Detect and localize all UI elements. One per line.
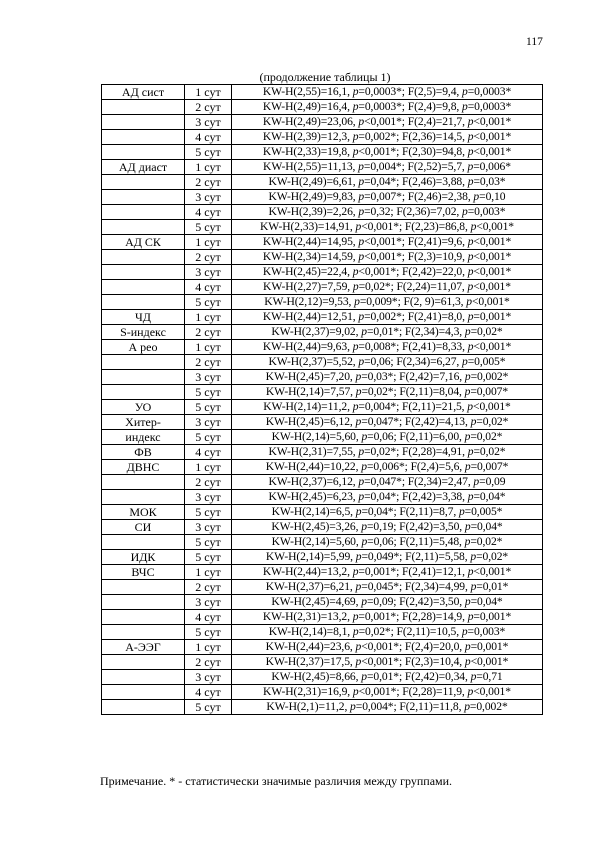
day-cell: 4 сут bbox=[185, 280, 232, 295]
table-row bbox=[102, 685, 543, 700]
day-cell: 2 сут bbox=[185, 325, 232, 340]
parameter-cell bbox=[102, 385, 185, 400]
statistic-cell: KW-H(2,31)=16,9, p<0,001*; F(2,28)=11,9, p<0,001* bbox=[232, 685, 543, 700]
statistic-cell: KW-H(2,39)=2,26, p=0,32; F(2,36)=7,02, p=0,003* bbox=[232, 205, 543, 220]
day-cell: 3 сут bbox=[185, 415, 232, 430]
day-cell: 1 сут bbox=[185, 85, 232, 100]
table-row bbox=[102, 145, 543, 160]
day-cell: 5 сут bbox=[185, 550, 232, 565]
table-group bbox=[102, 565, 543, 640]
parameter-cell bbox=[102, 370, 185, 385]
parameter-cell bbox=[102, 145, 185, 160]
table-row bbox=[102, 340, 543, 355]
statistic-cell: KW-H(2,37)=6,12, p=0,047*; F(2,34)=2,47, p=0,09 bbox=[232, 475, 543, 490]
table-caption: (продолжение таблицы 1) bbox=[259, 70, 391, 84]
parameter-cell bbox=[102, 115, 185, 130]
day-cell: 4 сут bbox=[185, 610, 232, 625]
day-cell: 5 сут bbox=[185, 430, 232, 445]
parameter-cell bbox=[102, 475, 185, 490]
statistic-cell: KW-H(2,14)=5,60, p=0,06; F(2,11)=6,00, p=0,02* bbox=[232, 430, 543, 445]
day-cell: 3 сут bbox=[185, 115, 232, 130]
table-row bbox=[102, 190, 543, 205]
day-cell: 2 сут bbox=[185, 655, 232, 670]
statistic-cell: KW-H(2,37)=5,52, p=0,06; F(2,34)=6,27, p=0,005* bbox=[232, 355, 543, 370]
statistic-cell: KW-H(2,44)=10,22, p=0,006*; F(2,4)=5,6, p=0,007* bbox=[232, 460, 543, 475]
statistic-cell: KW-H(2,12)=9,53, p=0,009*; F(2, 9)=61,3, p<0,001* bbox=[232, 295, 543, 310]
parameter-cell bbox=[102, 670, 185, 685]
statistic-cell: KW-H(2,55)=11,13, p=0,004*; F(2,52)=5,7, p=0,006* bbox=[232, 160, 543, 175]
parameter-cell: ЧД bbox=[102, 310, 185, 325]
parameter-cell: А-ЭЭГ bbox=[102, 640, 185, 655]
parameter-cell: ФВ bbox=[102, 445, 185, 460]
statistic-cell: KW-H(2,45)=8,66, p=0,01*; F(2,42)=0,34, p=0,71 bbox=[232, 670, 543, 685]
statistic-cell: KW-H(2,49)=9,83, p=0,007*; F(2,46)=2,38, p=0,10 bbox=[232, 190, 543, 205]
statistic-cell: KW-H(2,44)=23,6, p<0,001*; F(2,4)=20,0, p=0,001* bbox=[232, 640, 543, 655]
table-row bbox=[102, 295, 543, 310]
table-group bbox=[102, 550, 543, 565]
parameter-cell bbox=[102, 190, 185, 205]
parameter-cell bbox=[102, 220, 185, 235]
table-row bbox=[102, 370, 543, 385]
statistic-cell: KW-H(2,14)=6,5, p=0,04*; F(2,11)=8,7, p=0,005* bbox=[232, 505, 543, 520]
table-row bbox=[102, 595, 543, 610]
table-row bbox=[102, 85, 543, 100]
parameter-cell bbox=[102, 205, 185, 220]
day-cell: 1 сут bbox=[185, 160, 232, 175]
table-row bbox=[102, 235, 543, 250]
table-row bbox=[102, 175, 543, 190]
parameter-cell: индекс bbox=[102, 430, 185, 445]
parameter-cell bbox=[102, 130, 185, 145]
day-cell: 4 сут bbox=[185, 130, 232, 145]
table-row bbox=[102, 280, 543, 295]
day-cell: 5 сут bbox=[185, 625, 232, 640]
table-row bbox=[102, 640, 543, 655]
statistic-cell: KW-H(2,45)=3,26, p=0,19; F(2,42)=3,50, p=0,04* bbox=[232, 520, 543, 535]
statistic-cell: KW-H(2,31)=13,2, p=0,001*; F(2,28)=14,9, p=0,001* bbox=[232, 610, 543, 625]
table-row bbox=[102, 655, 543, 670]
parameter-cell bbox=[102, 535, 185, 550]
parameter-cell: СИ bbox=[102, 520, 185, 535]
day-cell: 4 сут bbox=[185, 205, 232, 220]
page-number: 117 bbox=[526, 36, 543, 48]
day-cell: 3 сут bbox=[185, 670, 232, 685]
table-group bbox=[102, 235, 543, 310]
table-group bbox=[102, 520, 543, 550]
parameter-cell bbox=[102, 295, 185, 310]
statistic-cell: KW-H(2,31)=7,55, p=0,02*; F(2,28)=4,91, p=0,02* bbox=[232, 445, 543, 460]
parameter-cell: ВЧС bbox=[102, 565, 185, 580]
table-row bbox=[102, 415, 543, 430]
parameter-cell: АД сист bbox=[102, 85, 185, 100]
day-cell: 5 сут bbox=[185, 535, 232, 550]
day-cell: 3 сут bbox=[185, 520, 232, 535]
table-row bbox=[102, 475, 543, 490]
day-cell: 4 сут bbox=[185, 445, 232, 460]
statistic-cell: KW-H(2,49)=6,61, p=0,04*; F(2,46)=3,88, p=0,03* bbox=[232, 175, 543, 190]
statistic-cell: KW-H(2,49)=16,4, p=0,0003*; F(2,4)=9,8, p=0,0003* bbox=[232, 100, 543, 115]
parameter-cell bbox=[102, 100, 185, 115]
statistic-cell: KW-H(2,45)=6,23, p=0,04*; F(2,42)=3,38, p=0,04* bbox=[232, 490, 543, 505]
statistic-cell: KW-H(2,37)=17,5, p<0,001*; F(2,3)=10,4, p<0,001* bbox=[232, 655, 543, 670]
statistic-cell: KW-H(2,45)=4,69, p=0,09; F(2,42)=3,50, p=0,04* bbox=[232, 595, 543, 610]
day-cell: 2 сут bbox=[185, 355, 232, 370]
statistic-cell: KW-H(2,39)=12,3, p=0,002*; F(2,36)=14,5, p<0,001* bbox=[232, 130, 543, 145]
day-cell: 3 сут bbox=[185, 370, 232, 385]
day-cell: 2 сут bbox=[185, 175, 232, 190]
day-cell: 2 сут bbox=[185, 250, 232, 265]
day-cell: 3 сут bbox=[185, 490, 232, 505]
table-row bbox=[102, 205, 543, 220]
parameter-cell: ИДК bbox=[102, 550, 185, 565]
table-row bbox=[102, 100, 543, 115]
parameter-cell bbox=[102, 265, 185, 280]
table-row bbox=[102, 310, 543, 325]
table-group bbox=[102, 325, 543, 340]
statistic-cell: KW-H(2,14)=5,99, p=0,049*; F(2,11)=5,58, p=0,02* bbox=[232, 550, 543, 565]
table-group bbox=[102, 310, 543, 325]
table-row bbox=[102, 565, 543, 580]
table-row bbox=[102, 325, 543, 340]
table-row bbox=[102, 385, 543, 400]
parameter-cell bbox=[102, 490, 185, 505]
day-cell: 1 сут bbox=[185, 565, 232, 580]
table-group bbox=[102, 640, 543, 715]
day-cell: 3 сут bbox=[185, 265, 232, 280]
parameter-cell bbox=[102, 685, 185, 700]
table-group bbox=[102, 340, 543, 400]
table-group bbox=[102, 460, 543, 505]
table-row bbox=[102, 250, 543, 265]
parameter-cell: УО bbox=[102, 400, 185, 415]
day-cell: 5 сут bbox=[185, 145, 232, 160]
statistic-cell: KW-H(2,27)=7,59, p=0,02*; F(2,24)=11,07, p<0,001* bbox=[232, 280, 543, 295]
day-cell: 1 сут bbox=[185, 235, 232, 250]
parameter-cell bbox=[102, 610, 185, 625]
day-cell: 2 сут bbox=[185, 475, 232, 490]
table-group bbox=[102, 505, 543, 520]
statistic-cell: KW-H(2,44)=12,51, p=0,002*; F(2,41)=8,0, p=0,001* bbox=[232, 310, 543, 325]
statistic-cell: KW-H(2,37)=9,02, p=0,01*; F(2,34)=4,3, p=0,02* bbox=[232, 325, 543, 340]
table-group bbox=[102, 400, 543, 415]
parameter-cell: А рео bbox=[102, 340, 185, 355]
parameter-cell bbox=[102, 355, 185, 370]
table-row bbox=[102, 505, 543, 520]
parameter-cell bbox=[102, 175, 185, 190]
statistic-cell: KW-H(2,1)=11,2, p=0,004*; F(2,11)=11,8, p=0,002* bbox=[232, 700, 543, 715]
table-row bbox=[102, 400, 543, 415]
statistic-cell: KW-H(2,44)=9,63, p=0,008*; F(2,41)=8,33, p<0,001* bbox=[232, 340, 543, 355]
day-cell: 1 сут bbox=[185, 340, 232, 355]
table-row bbox=[102, 130, 543, 145]
parameter-cell bbox=[102, 580, 185, 595]
table-row bbox=[102, 580, 543, 595]
day-cell: 3 сут bbox=[185, 190, 232, 205]
day-cell: 5 сут bbox=[185, 220, 232, 235]
statistic-cell: KW-H(2,33)=14,91, p<0,001*; F(2,23)=86,8, p<0,001* bbox=[232, 220, 543, 235]
table-row bbox=[102, 445, 543, 460]
table-row bbox=[102, 670, 543, 685]
statistic-cell: KW-H(2,14)=5,60, p=0,06; F(2,11)=5,48, p=0,02* bbox=[232, 535, 543, 550]
table-row bbox=[102, 220, 543, 235]
day-cell: 2 сут bbox=[185, 580, 232, 595]
parameter-cell bbox=[102, 280, 185, 295]
day-cell: 5 сут bbox=[185, 700, 232, 715]
statistic-cell: KW-H(2,44)=14,95, p<0,001*; F(2,41)=9,6, p<0,001* bbox=[232, 235, 543, 250]
statistic-cell: KW-H(2,45)=6,12, p=0,047*; F(2,42)=4,13, p=0,02* bbox=[232, 415, 543, 430]
statistic-cell: KW-H(2,14)=7,57, p=0,02*; F(2,11)=8,04, p=0,007* bbox=[232, 385, 543, 400]
statistic-cell: KW-H(2,33)=19,8, p<0,001*; F(2,30)=94,8, p<0,001* bbox=[232, 145, 543, 160]
table-group bbox=[102, 160, 543, 235]
table-row bbox=[102, 160, 543, 175]
day-cell: 1 сут bbox=[185, 640, 232, 655]
statistics-table bbox=[101, 84, 543, 715]
parameter-cell: АД СК bbox=[102, 235, 185, 250]
parameter-cell: МОК bbox=[102, 505, 185, 520]
table-row bbox=[102, 115, 543, 130]
day-cell: 2 сут bbox=[185, 100, 232, 115]
parameter-cell: Хитер- bbox=[102, 415, 185, 430]
table-row bbox=[102, 700, 543, 715]
parameter-cell bbox=[102, 250, 185, 265]
table-note: Примечание. * - статистически значимые различия между группами. bbox=[100, 774, 453, 788]
statistic-cell: KW-H(2,45)=7,20, p=0,03*; F(2,42)=7,16, p=0,002* bbox=[232, 370, 543, 385]
day-cell: 5 сут bbox=[185, 295, 232, 310]
parameter-cell bbox=[102, 655, 185, 670]
day-cell: 5 сут bbox=[185, 400, 232, 415]
day-cell: 1 сут bbox=[185, 310, 232, 325]
parameter-cell: АД диаст bbox=[102, 160, 185, 175]
day-cell: 1 сут bbox=[185, 460, 232, 475]
statistic-cell: KW-H(2,49)=23,06, p<0,001*; F(2,4)=21,7, p<0,001* bbox=[232, 115, 543, 130]
parameter-cell bbox=[102, 700, 185, 715]
table-row bbox=[102, 535, 543, 550]
table-row bbox=[102, 550, 543, 565]
table-group bbox=[102, 445, 543, 460]
day-cell: 5 сут bbox=[185, 505, 232, 520]
statistic-cell: KW-H(2,34)=14,59, p<0,001*; F(2,3)=10,9, p<0,001* bbox=[232, 250, 543, 265]
statistic-cell: KW-H(2,37)=6,21, p=0,045*; F(2,34)=4,99, p=0,01* bbox=[232, 580, 543, 595]
table-row bbox=[102, 610, 543, 625]
table-row bbox=[102, 355, 543, 370]
statistic-cell: KW-H(2,14)=11,2, p=0,004*; F(2,11)=21,5, p<0,001* bbox=[232, 400, 543, 415]
day-cell: 5 сут bbox=[185, 385, 232, 400]
table-row bbox=[102, 490, 543, 505]
statistic-cell: KW-H(2,45)=22,4, p<0,001*; F(2,42)=22,0, p<0,001* bbox=[232, 265, 543, 280]
parameter-cell: S-индекс bbox=[102, 325, 185, 340]
statistic-cell: KW-H(2,44)=13,2, p=0,001*; F(2,41)=12,1, p<0,001* bbox=[232, 565, 543, 580]
parameter-cell bbox=[102, 595, 185, 610]
statistic-cell: KW-H(2,14)=8,1, p=0,02*; F(2,11)=10,5, p=0,003* bbox=[232, 625, 543, 640]
table-group bbox=[102, 415, 543, 445]
table-row bbox=[102, 430, 543, 445]
parameter-cell: ДВНС bbox=[102, 460, 185, 475]
table-row bbox=[102, 265, 543, 280]
parameter-cell bbox=[102, 625, 185, 640]
table-row bbox=[102, 520, 543, 535]
table-row bbox=[102, 460, 543, 475]
table-row bbox=[102, 625, 543, 640]
day-cell: 4 сут bbox=[185, 685, 232, 700]
statistic-cell: KW-H(2,55)=16,1, p=0,0003*; F(2,5)=9,4, p=0,0003* bbox=[232, 85, 543, 100]
table-group bbox=[102, 85, 543, 160]
day-cell: 3 сут bbox=[185, 595, 232, 610]
